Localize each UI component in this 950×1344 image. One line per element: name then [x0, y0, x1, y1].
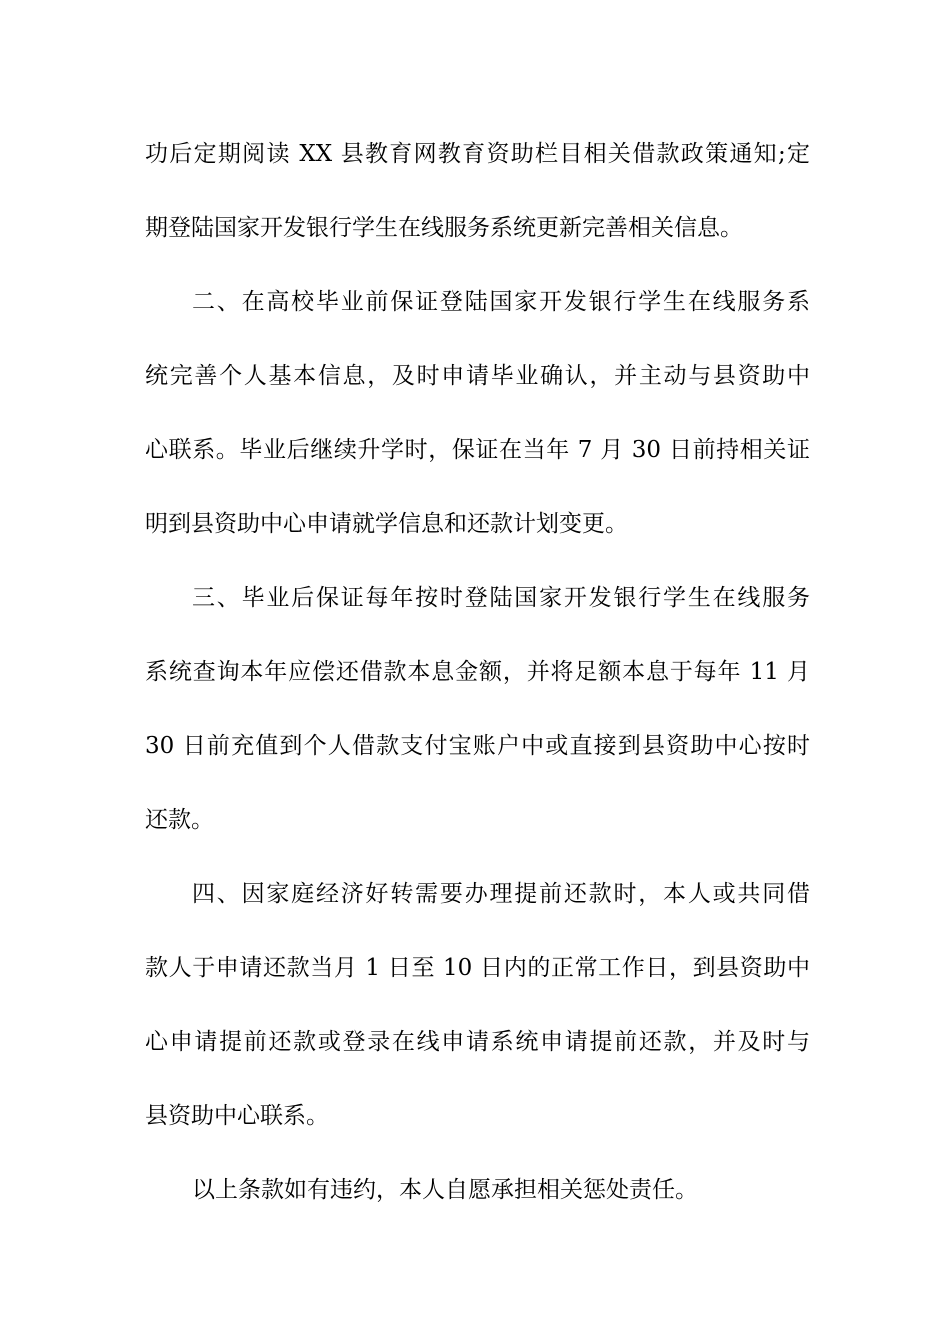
closing-statement: 以上条款如有违约，本人自愿承担相关惩处责任。 — [192, 1177, 698, 1203]
text-line: 心联系。毕业后继续升学时，保证在当年 7 月 30 日前持相关证 — [145, 437, 810, 463]
text-line: 心申请提前还款或登录在线申请系统申请提前还款，并及时与 — [145, 1029, 810, 1055]
text-line: 款人于申请还款当月 1 日至 10 日内的正常工作日，到县资助中 — [145, 955, 810, 981]
paragraph-4-start: 四、因家庭经济好转需要办理提前还款时，本人或共同借 — [192, 881, 810, 907]
text-line: 统完善个人基本信息，及时申请毕业确认，并主动与县资助中 — [145, 363, 810, 389]
text-line: 系统查询本年应偿还借款本息金额，并将足额本息于每年 11 月 — [145, 659, 810, 685]
text-line: 期登陆国家开发银行学生在线服务系统更新完善相关信息。 — [145, 215, 743, 241]
text-line: 30 日前充值到个人借款支付宝账户中或直接到县资助中心按时 — [145, 733, 810, 759]
text-line: 明到县资助中心申请就学信息和还款计划变更。 — [145, 511, 628, 537]
text-line: 县资助中心联系。 — [145, 1103, 329, 1129]
text-line: 还款。 — [145, 807, 214, 833]
paragraph-2-start: 二、在高校毕业前保证登陆国家开发银行学生在线服务系 — [192, 289, 810, 315]
text-line: 功后定期阅读 XX 县教育网教育资助栏目相关借款政策通知;定 — [145, 141, 810, 167]
paragraph-3-start: 三、毕业后保证每年按时登陆国家开发银行学生在线服务 — [192, 585, 810, 611]
document-body — [145, 130, 810, 1240]
